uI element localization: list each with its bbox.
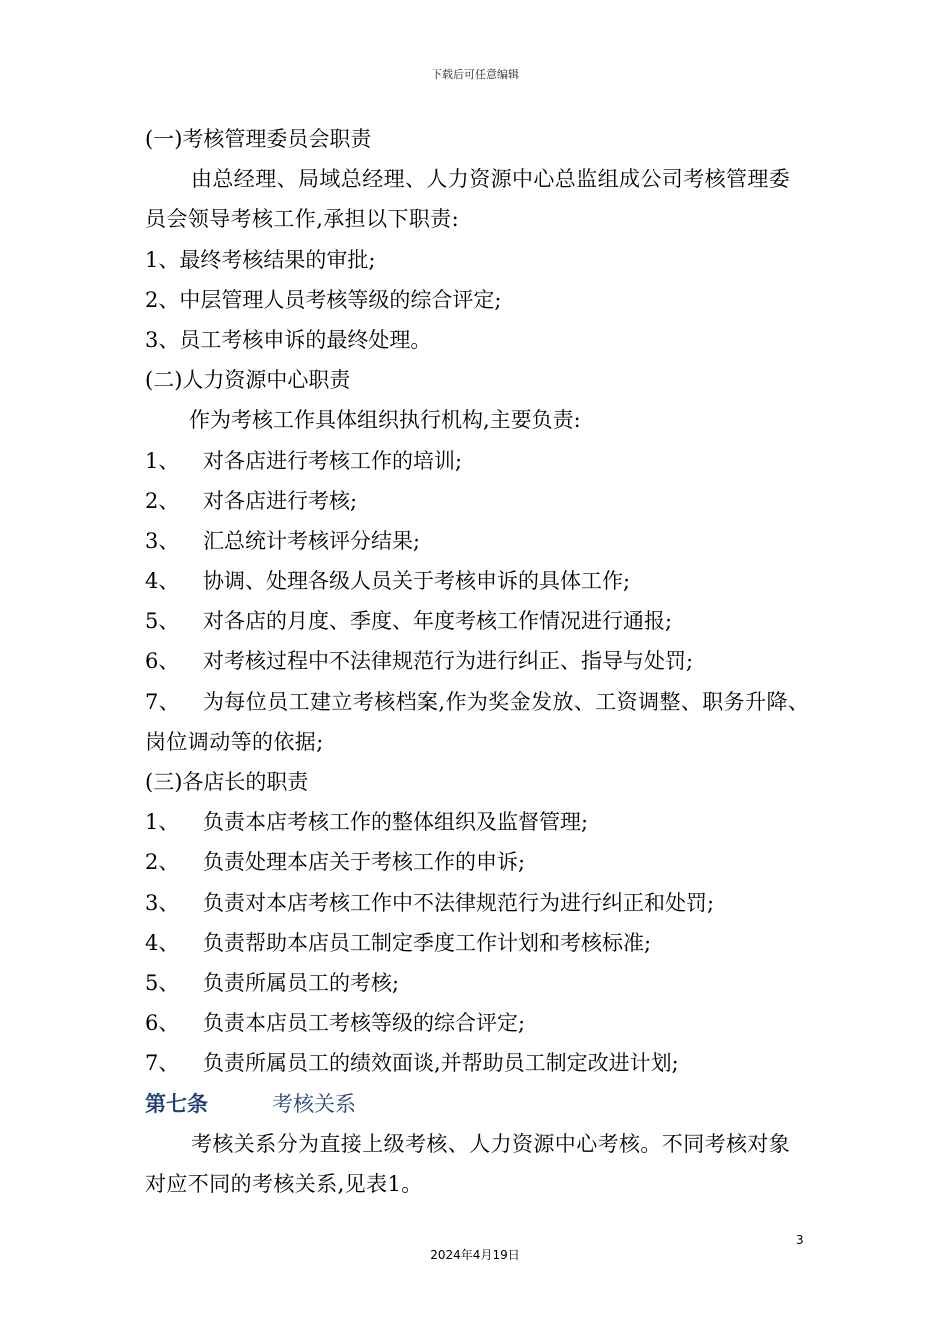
list-text: 负责所属员工的绩效面谈,并帮助员工制定改进计划; [203, 1051, 679, 1076]
committee-duty-item: 1、最终考核结果的审批; [145, 247, 376, 272]
list-number: 2、 [145, 850, 180, 875]
list-text: 对各店的月度、季度、年度考核工作情况进行通报; [203, 609, 673, 634]
list-number: 6、 [145, 1011, 180, 1036]
manager-duty-item [145, 802, 810, 842]
section-heading-hr-center: (二)人力资源中心职责 [145, 368, 351, 393]
list-number: 2、 [145, 488, 180, 513]
manager-duty-item [145, 923, 810, 963]
list-number: 5、 [145, 609, 180, 634]
manager-duty-item [145, 963, 810, 1003]
hr-duty-item [145, 441, 810, 481]
manager-duty-item [145, 1043, 810, 1083]
committee-duty-item: 2、中层管理人员考核等级的综合评定; [145, 287, 502, 312]
list-number: 1、 [145, 810, 180, 835]
list-number: 5、 [145, 971, 180, 995]
list-text: 汇总统计考核评分结果; [203, 528, 421, 553]
page-footer-date: 2024年4月19日 [430, 1248, 520, 1262]
list-number: 3、 [145, 528, 180, 553]
hr-center-intro: 作为考核工作具体组织执行机构,主要负责: [189, 408, 581, 433]
manager-duty-item [145, 883, 810, 923]
list-text: 负责所属员工的考核; [203, 971, 400, 995]
list-text: 负责帮助本店员工制定季度工作计划和考核标准; [203, 930, 652, 955]
list-text: 负责对本店考核工作中不法律规范行为进行纠正和处罚; [203, 890, 715, 915]
hr-duty-item [145, 521, 810, 561]
document-body [145, 119, 810, 1204]
hr-duty-item [145, 481, 810, 521]
list-text: 对各店进行考核工作的培训; [203, 448, 463, 473]
list-number: 3、 [145, 890, 180, 915]
list-text: 协调、处理各级人员关于考核申诉的具体工作; [203, 569, 631, 594]
list-number: 7、 [145, 1051, 180, 1076]
list-text: 对各店进行考核; [203, 488, 358, 513]
hr-duty-item [145, 561, 810, 601]
page-header: 下载后可任意编辑 [431, 68, 519, 81]
page-number: 3 [796, 1233, 804, 1247]
list-text: 对考核过程中不法律规范行为进行纠正、指导与处罚; [203, 649, 694, 674]
list-text: 负责本店考核工作的整体组织及监督管理; [203, 810, 589, 835]
list-text: 负责处理本店关于考核工作的申诉; [203, 850, 526, 875]
hr-duty-item [145, 641, 810, 681]
list-number: 1、 [145, 448, 180, 473]
committee-duty-item: 3、员工考核申诉的最终处理。 [145, 327, 432, 352]
list-number: 4、 [145, 930, 180, 955]
manager-duty-item [145, 842, 810, 882]
article-title: 考核关系 [272, 1091, 356, 1116]
list-number: 4、 [145, 569, 180, 594]
list-number: 7、 [145, 689, 181, 714]
section-heading-committee: (一)考核管理委员会职责 [145, 127, 372, 151]
section-heading-store-manager: (三)各店长的职责 [145, 770, 309, 795]
hr-duty-item [145, 601, 810, 641]
hr-duty-item-wrapped [145, 682, 810, 762]
article-number: 第七条 [145, 1091, 208, 1116]
article-heading [145, 1084, 810, 1124]
list-text: 为每位员工建立考核档案,作为奖金发放、工资调整、职务升降、岗位调动等的依据; [145, 689, 810, 754]
list-number: 6、 [145, 649, 180, 674]
list-text: 负责本店员工考核等级的综合评定; [203, 1011, 526, 1036]
article-body-paragraph: 考核关系分为直接上级考核、人力资源中心考核。不同考核对象对应不同的考核关系,见表1。 [145, 1131, 791, 1196]
committee-intro-paragraph: 由总经理、局域总经理、人力资源中心总监组成公司考核管理委员会领导考核工作,承担以下职责: [145, 167, 791, 232]
manager-duty-item [145, 1003, 810, 1043]
